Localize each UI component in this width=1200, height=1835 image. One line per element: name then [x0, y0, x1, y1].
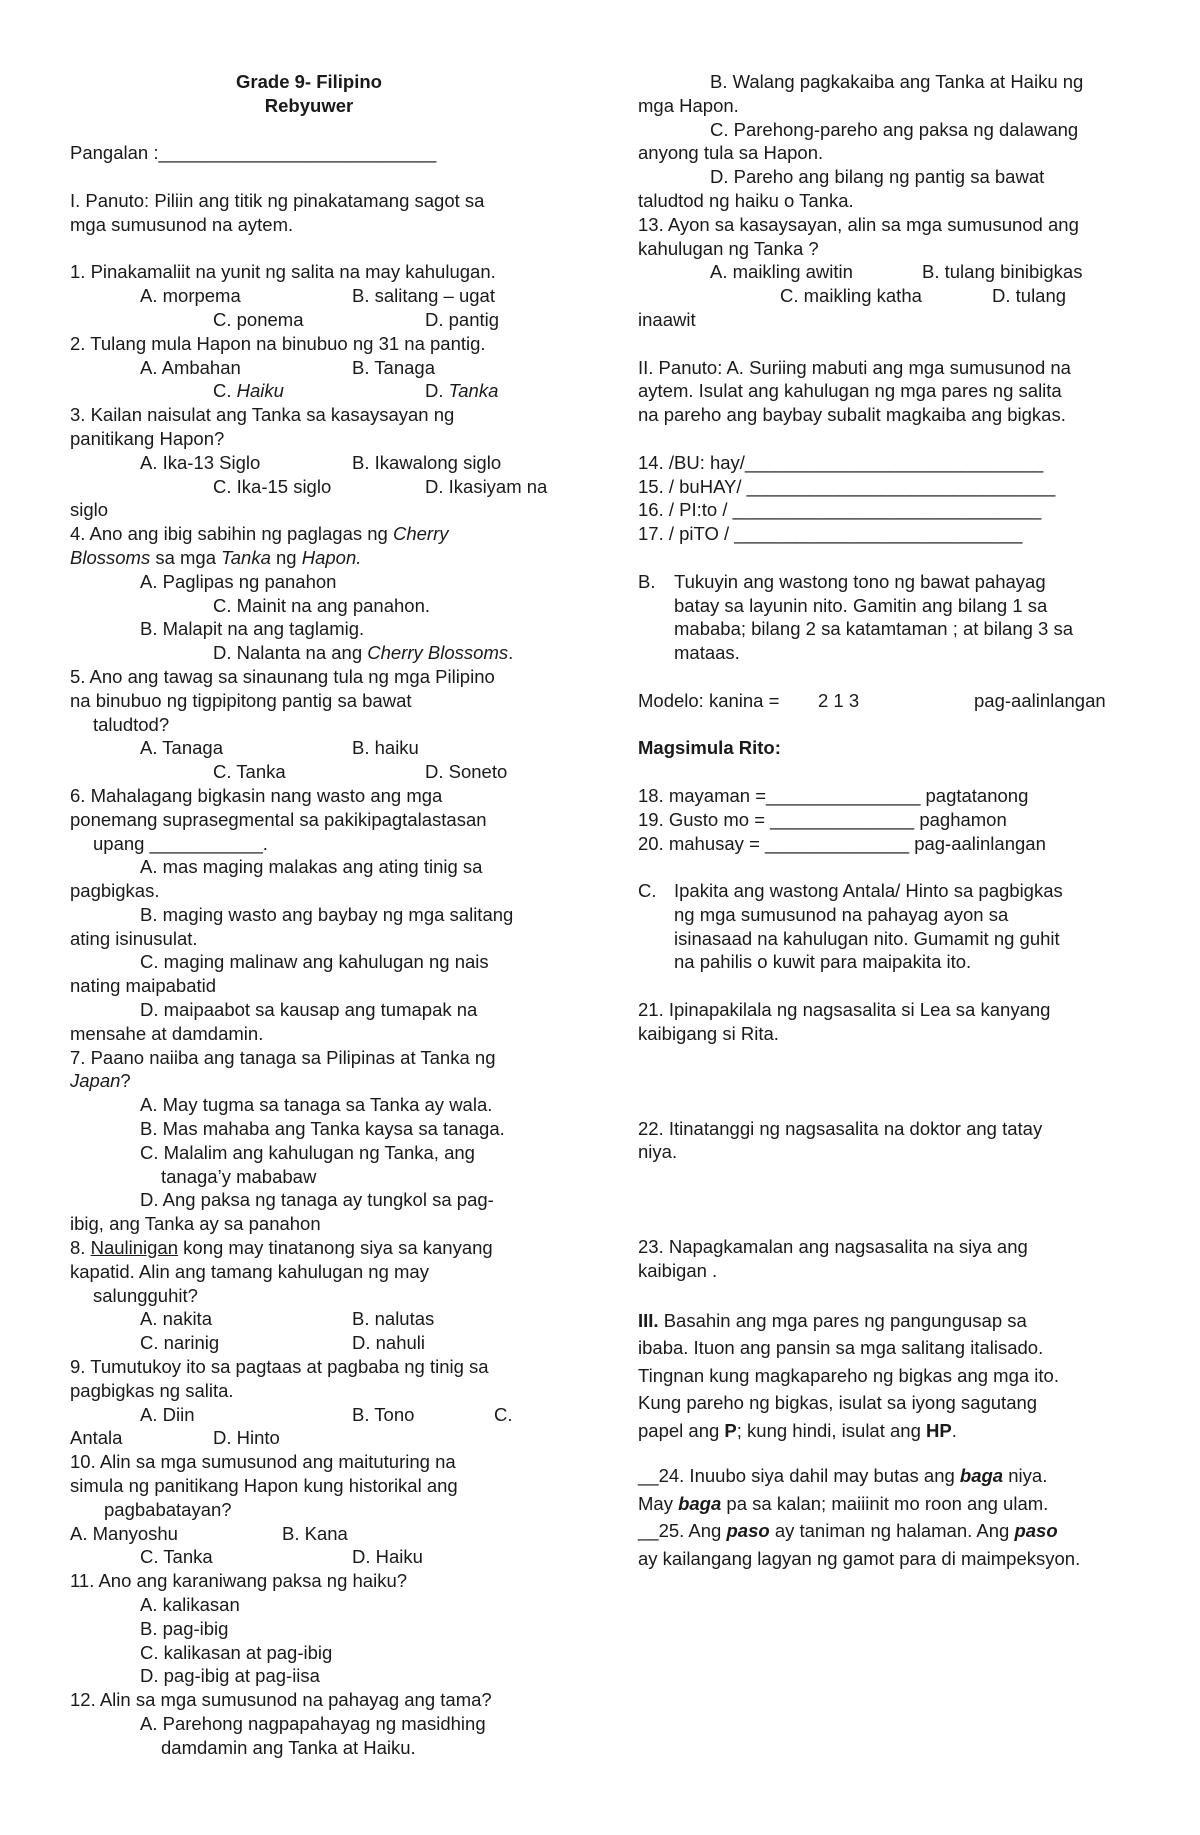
q2-options-ab — [70, 356, 548, 380]
document-subtitle: Rebyuwer — [264, 94, 354, 116]
part2-instruction: II. Panuto: A. Suriing mabuti ang mga sumusunod na — [638, 356, 1071, 378]
q3-options-ab — [70, 451, 548, 475]
item-22[interactable]: 22. Itinatanggi ng nagsasalita na doktor ang tatay — [638, 1117, 1043, 1139]
question-10-cont2: pagbabatayan? — [104, 1498, 232, 1520]
item-24[interactable]: __24. Inuubo siya dahil may butas ang baga niya. — [638, 1465, 1048, 1487]
q3-options-cd — [70, 475, 548, 499]
q1-options-cd — [70, 308, 548, 332]
item-18[interactable]: 18. mayaman =_______________ pagtatanong — [638, 784, 1029, 806]
q7-option-d[interactable]: D. Ang paksa ng tanaga ay tungkol sa pag- — [140, 1189, 494, 1211]
question-10: 10. Alin sa mga sumusunod ang maituturing na — [70, 1451, 456, 1473]
q7-option-d-cont: ibig, ang Tanka ay sa panahon — [70, 1213, 321, 1235]
q12-option-b-cont: mga Hapon. — [638, 94, 739, 116]
q6-option-d-cont: mensahe at damdamin. — [70, 1022, 264, 1044]
question-9-cont: pagbigkas ng salita. — [70, 1379, 234, 1401]
q5-options-cd — [70, 760, 548, 784]
q12-option-d-cont: taludtod ng haiku o Tanka. — [638, 189, 854, 211]
q7-option-c-cont: tanaga’y mababaw — [161, 1165, 317, 1187]
question-3-cont: panitikang Hapon? — [70, 427, 225, 449]
part3-instruction-cont2: Tingnan kung magkapareho ng bigkas ang mga ito. — [638, 1364, 1059, 1386]
q11-option-a[interactable]: A. kalikasan — [140, 1594, 240, 1615]
q4-option-c[interactable]: C. Mainit na ang panahon. — [213, 594, 431, 616]
q10-option-d[interactable]: D. Haiku — [352, 1546, 423, 1568]
q4-option-a[interactable]: A. Paglipas ng panahon — [140, 570, 337, 592]
q9-option-a[interactable]: A. Diin — [140, 1403, 195, 1425]
question-13-cont: kahulugan ng Tanka ? — [638, 237, 819, 259]
question-4-cont: Blossoms sa mga Tanka ng Hapon. — [70, 546, 362, 568]
q9-options-cd — [70, 1426, 548, 1450]
q3-option-d[interactable]: D. Ikasiyam na — [425, 475, 548, 497]
item-21-cont: kaibigang si Rita. — [638, 1022, 779, 1044]
q3-option-b[interactable]: B. Ikawalong siglo — [352, 451, 502, 473]
question-11: 11. Ano ang karaniwang paksa ng haiku? — [70, 1570, 408, 1592]
q1-option-b[interactable]: B. salitang – ugat — [352, 285, 495, 307]
part3-instruction-cont4: papel ang P; kung hindi, isulat ang HP. — [638, 1419, 957, 1441]
q11-option-b[interactable]: B. pag-ibig — [140, 1617, 229, 1639]
q5-option-c[interactable]: C. Tanka — [213, 761, 286, 783]
part2b-instruction-cont3: mataas. — [674, 642, 740, 664]
question-4: 4. Ano ang ibig sabihin ng paglagas ng Cherry — [70, 523, 449, 545]
question-3: 3. Kailan naisulat ang Tanka sa kasaysayan ng — [70, 404, 455, 426]
q9-option-d[interactable]: D. Hinto — [213, 1427, 280, 1449]
question-7-cont: Japan? — [70, 1070, 131, 1092]
name-field[interactable]: Pangalan :___________________________ — [70, 142, 437, 164]
item-20[interactable]: 20. mahusay = ______________ pag-aalinlangan — [638, 832, 1046, 854]
q1-option-a[interactable]: A. morpema — [140, 285, 241, 307]
q13-option-c[interactable]: C. maikling katha — [780, 285, 922, 307]
q3-option-c[interactable]: C. Ika-15 siglo — [213, 475, 332, 497]
q2-option-a[interactable]: A. Ambahan — [140, 356, 241, 378]
part2b-instruction: B. Tukuyin ang wastong tono ng bawat pahayag — [638, 570, 1046, 592]
q8-option-a[interactable]: A. nakita — [140, 1308, 212, 1330]
q13-option-d[interactable]: D. tulang — [992, 285, 1067, 307]
q10-option-a[interactable]: A. Manyoshu — [70, 1522, 178, 1544]
item-24-cont: May baga pa sa kalan; maiiinit mo roon ang ulam. — [638, 1492, 1049, 1514]
q11-option-d[interactable]: D. pag-ibig at pag-iisa — [140, 1665, 320, 1687]
part3-instruction-cont: ibaba. Ituon ang pansin sa mga salitang italisado. — [638, 1337, 1044, 1359]
q9-option-c[interactable]: C. — [494, 1403, 513, 1425]
q5-options-ab — [70, 736, 548, 760]
q13-options-cd — [638, 284, 1138, 308]
q12-option-a-cont: damdamin ang Tanka at Haiku. — [161, 1736, 416, 1758]
q6-option-d[interactable]: D. maipaabot sa kausap ang tumapak na — [140, 999, 478, 1021]
item-15[interactable]: 15. / buHAY/ ______________________________ — [638, 475, 1056, 497]
q12-option-a[interactable]: A. Parehong nagpapahayag ng masidhing — [140, 1712, 486, 1734]
q13-option-a[interactable]: A. maikling awitin — [710, 261, 853, 283]
question-6-cont: ponemang suprasegmental sa pakikipagtalastasan — [70, 808, 487, 830]
question-13: 13. Ayon sa kasaysayan, alin sa mga sumusunod ang — [638, 213, 1079, 235]
part2b-instruction-cont2: mababa; bilang 2 sa katamtaman ; at bilang 3 sa — [674, 618, 1074, 640]
q12-option-c[interactable]: C. Parehong-pareho ang paksa ng dalawang — [710, 118, 1079, 140]
part1-instruction: I. Panuto: Piliin ang titik ng pinakatamang sagot sa — [70, 189, 485, 211]
part2c-instruction-cont: ng mga sumusunod na pahayag ayon sa — [674, 903, 1009, 925]
q7-option-a[interactable]: A. May tugma sa tanaga sa Tanka ay wala. — [140, 1094, 493, 1116]
q4-option-b[interactable]: B. Malapit na ang taglamig. — [140, 618, 365, 640]
question-2: 2. Tulang mula Hapon na binubuo ng 31 na pantig. — [70, 332, 486, 354]
q1-options-ab — [70, 284, 548, 308]
question-8-cont: kapatid. Alin ang tamang kahulugan ng may — [70, 1260, 429, 1282]
item-25[interactable]: __25. Ang paso ay taniman ng halaman. Ang paso — [638, 1520, 1058, 1542]
question-6-cont2: upang ___________. — [93, 832, 268, 854]
item-19[interactable]: 19. Gusto mo = ______________ paghamon — [638, 808, 1007, 830]
q5-option-b[interactable]: B. haiku — [352, 737, 419, 759]
start-heading: Magsimula Rito: — [638, 737, 781, 759]
q9-options-abc — [70, 1403, 548, 1427]
q10-option-b[interactable]: B. Kana — [282, 1522, 348, 1544]
q8-options-ab — [70, 1307, 548, 1331]
item-16[interactable]: 16. / PI:to / ______________________________ — [638, 499, 1042, 521]
q2-option-c[interactable]: C. Haiku — [213, 380, 284, 402]
item-21[interactable]: 21. Ipinapakilala ng nagsasalita si Lea sa kanyang — [638, 999, 1051, 1021]
q13-option-b[interactable]: B. tulang binibigkas — [922, 261, 1083, 283]
q8-option-c[interactable]: C. narinig — [140, 1332, 220, 1354]
q6-option-b-cont: ating isinusulat. — [70, 927, 198, 949]
question-5: 5. Ano ang tawag sa sinaunang tula ng mga Pilipino — [70, 665, 495, 687]
q13-option-d-cont: inaawit — [638, 308, 696, 330]
item-23-cont: kaibigan . — [638, 1260, 718, 1282]
q5-option-a[interactable]: A. Tanaga — [140, 737, 223, 759]
question-10-cont: simula ng panitikang Hapon kung historikal ang — [70, 1475, 458, 1497]
item-14[interactable]: 14. /BU: hay/_____________________________ — [638, 451, 1044, 473]
q7-option-b[interactable]: B. Mas mahaba ang Tanka kaysa sa tanaga. — [140, 1118, 505, 1140]
q8-option-d[interactable]: D. nahuli — [352, 1332, 426, 1354]
question-8: 8. Naulinigan kong may tinatanong siya sa kanyang — [70, 1237, 493, 1259]
q10-options-cd — [70, 1545, 548, 1569]
q3-option-d-cont: siglo — [70, 499, 109, 521]
model-example: Modelo: kanina = 2 1 3 pag-aalinlangan — [638, 689, 1106, 711]
q11-option-c[interactable]: C. kalikasan at pag-ibig — [140, 1641, 333, 1663]
q10-option-c[interactable]: C. Tanka — [140, 1546, 213, 1568]
q6-option-b[interactable]: B. maging wasto ang baybay ng mga salitang — [140, 903, 514, 925]
left-column — [70, 70, 548, 1760]
question-9: 9. Tumutukoy ito sa pagtaas at pagbaba ng tinig sa — [70, 1356, 489, 1378]
question-7: 7. Paano naiiba ang tanaga sa Pilipinas at Tanka ng — [70, 1046, 496, 1068]
q1-option-d[interactable]: D. pantig — [425, 308, 500, 330]
q9-option-c-cont: Antala — [70, 1427, 123, 1449]
q6-option-c[interactable]: C. maging malinaw ang kahulugan ng nais — [140, 951, 489, 973]
item-23[interactable]: 23. Napagkamalan ang nagsasalita na siya ang — [638, 1236, 1028, 1258]
part2-instruction-cont2: na pareho ang baybay subalit magkaiba ang bigkas. — [638, 404, 1066, 426]
q5-option-d[interactable]: D. Soneto — [425, 761, 508, 783]
q7-option-c[interactable]: C. Malalim ang kahulugan ng Tanka, ang — [140, 1141, 475, 1163]
part2c-instruction: C. Ipakita ang wastong Antala/ Hinto sa pagbigkas — [638, 880, 1063, 902]
q2-options-cd — [70, 379, 548, 403]
question-5-cont: na binubuo ng tigpipitong pantig sa bawat — [70, 689, 412, 711]
q2-option-b[interactable]: B. Tanaga — [352, 356, 435, 378]
right-column — [638, 70, 1138, 1572]
question-6: 6. Mahalagang bigkasin nang wasto ang mga — [70, 784, 443, 806]
part3-instruction-cont3: Kung pareho ng bigkas, isulat sa iyong sagutang — [638, 1392, 1038, 1414]
q12-option-c-cont: anyong tula sa Hapon. — [638, 142, 824, 164]
q8-option-b[interactable]: B. nalutas — [352, 1308, 435, 1330]
q3-option-a[interactable]: A. Ika-13 Siglo — [140, 451, 261, 473]
q1-option-c[interactable]: C. ponema — [213, 308, 304, 330]
item-17[interactable]: 17. / piTO / ____________________________ — [638, 523, 1023, 545]
q6-option-a[interactable]: A. mas maging malakas ang ating tinig sa — [140, 856, 483, 878]
q9-option-b[interactable]: B. Tono — [352, 1403, 415, 1425]
question-1: 1. Pinakamaliit na yunit ng salita na may kahulugan. — [70, 261, 496, 283]
q4-option-d[interactable]: D. Nalanta na ang Cherry Blossoms. — [213, 642, 514, 664]
part2-instruction-cont: aytem. Isulat ang kahulugan ng mga pares ng salita — [638, 380, 1062, 402]
q12-option-b[interactable]: B. Walang pagkakaiba ang Tanka at Haiku ng — [710, 71, 1084, 92]
part3-instruction: III. Basahin ang mga pares ng pangungusap sa — [638, 1309, 1027, 1331]
q13-options-ab — [638, 260, 1138, 284]
item-22-cont: niya. — [638, 1141, 678, 1163]
question-12: 12. Alin sa mga sumusunod na pahayag ang tama? — [70, 1689, 492, 1711]
question-8-cont2: salungguhit? — [93, 1284, 198, 1306]
q10-options-ab — [70, 1522, 548, 1546]
q12-option-d[interactable]: D. Pareho ang bilang ng pantig sa bawat — [710, 166, 1045, 188]
q6-option-a-cont: pagbigkas. — [70, 880, 160, 902]
q8-options-cd — [70, 1331, 548, 1355]
part2c-instruction-cont3: na pahilis o kuwit para maipakita ito. — [674, 951, 972, 973]
part2b-instruction-cont: batay sa layunin nito. Gamitin ang bilang 1 sa — [674, 594, 1048, 616]
question-5-cont2: taludtod? — [93, 713, 170, 735]
item-25-cont: ay kailangang lagyan ng gamot para di maimpeksyon. — [638, 1547, 1081, 1569]
part2c-instruction-cont2: isinasaad na kahulugan nito. Gumamit ng guhit — [674, 927, 1060, 949]
q2-option-d[interactable]: D. Tanka — [425, 380, 499, 402]
part1-instruction-cont: mga sumusunod na aytem. — [70, 213, 294, 235]
q6-option-c-cont: nating maipabatid — [70, 975, 217, 997]
document-title: Grade 9- Filipino — [236, 71, 382, 92]
